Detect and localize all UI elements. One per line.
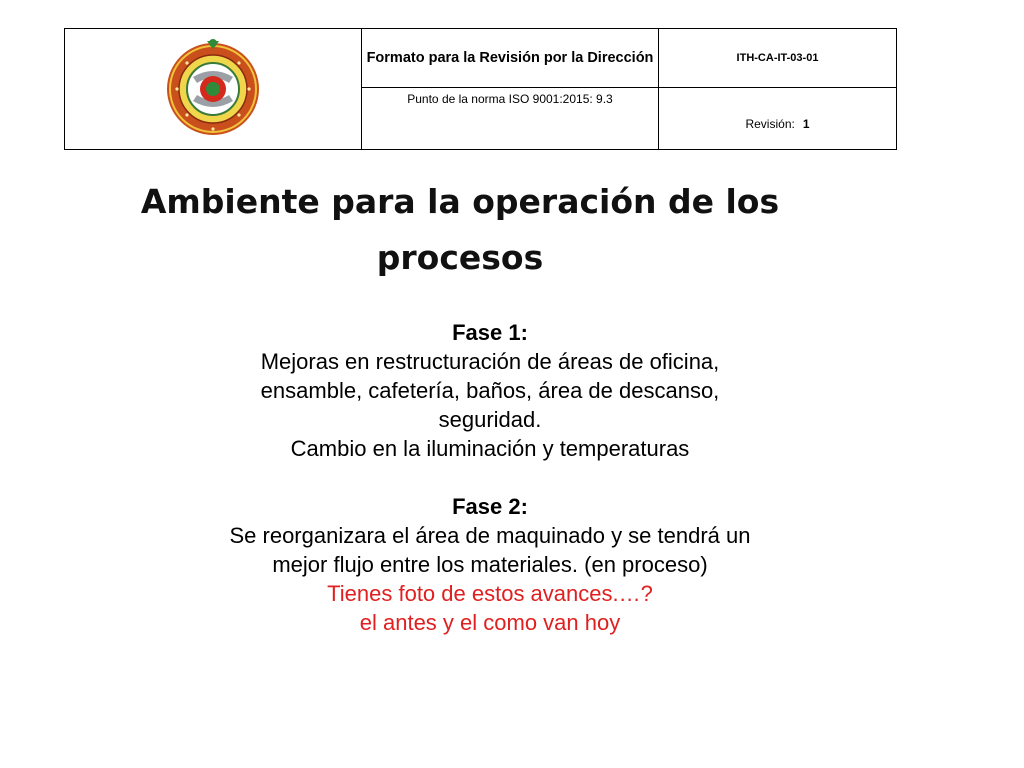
phase-2-heading: Fase 2: xyxy=(452,494,528,519)
review-comment-line: el antes y el como van hoy xyxy=(359,610,621,635)
review-comment-line: Tienes foto de estos avances.…? xyxy=(327,581,653,606)
body-content xyxy=(140,318,840,637)
revision-value: 1 xyxy=(802,116,810,131)
phase-2-line: Se reorganizara el área de maquinado y se tendrá un xyxy=(229,523,751,548)
spacer xyxy=(140,463,840,492)
phase-1-line: Mejoras en restructuración de áreas de oficina, xyxy=(260,349,720,374)
document-header xyxy=(64,28,897,150)
norma-reference: Punto de la norma ISO 9001:2015: 9.3 xyxy=(362,88,659,150)
document-code: ITH-CA-IT-03-01 xyxy=(659,29,897,88)
institutional-seal-icon xyxy=(163,37,263,137)
revision-label: Revisión: xyxy=(745,116,795,131)
form-title: Formato para la Revisión por la Dirección xyxy=(362,29,659,88)
phase-1-heading: Fase 1: xyxy=(452,320,528,345)
revision-cell xyxy=(659,88,897,150)
phase-1-line: Cambio en la iluminación y temperaturas xyxy=(290,436,690,461)
page-title: Ambiente para la operación de los procesos xyxy=(140,182,780,277)
phase-2-line: mejor flujo entre los materiales. (en proceso) xyxy=(272,552,708,577)
phase-1-line: ensamble, cafetería, baños, área de descanso, xyxy=(260,378,720,403)
logo-cell xyxy=(65,29,362,150)
phase-1-line: seguridad. xyxy=(438,407,542,432)
